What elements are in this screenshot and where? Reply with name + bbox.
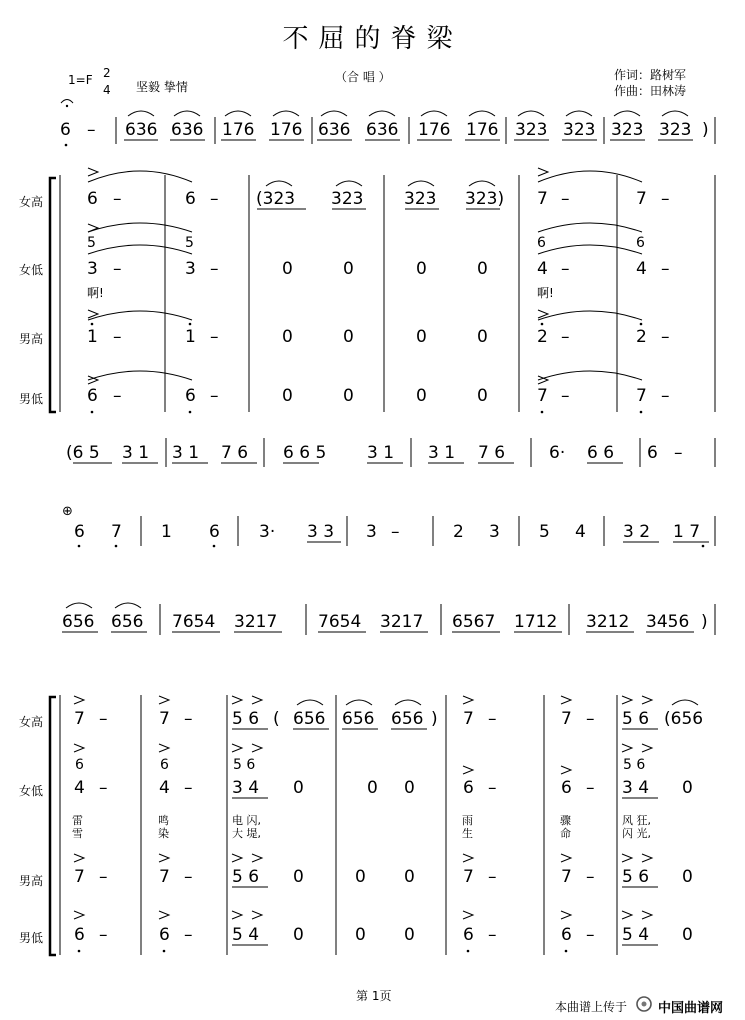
dash: – bbox=[113, 259, 122, 279]
key-signature: 1=F bbox=[68, 73, 93, 87]
dash: – bbox=[99, 867, 108, 887]
slur bbox=[88, 171, 192, 182]
part-label-alto: 女低 bbox=[19, 263, 44, 277]
lyric-exclaim: 啊! bbox=[87, 286, 104, 300]
note-group: 3217 bbox=[234, 612, 278, 632]
octave-dot bbox=[78, 545, 81, 548]
dash: – bbox=[488, 925, 497, 945]
accent bbox=[252, 911, 262, 919]
note: 4 bbox=[74, 778, 85, 798]
triplet-arc bbox=[672, 700, 698, 705]
rest: 0 bbox=[416, 386, 427, 406]
slur bbox=[88, 371, 192, 380]
accent bbox=[159, 696, 169, 704]
rest: 0 bbox=[404, 867, 415, 887]
rest: 0 bbox=[367, 778, 378, 798]
triplet-arc bbox=[336, 181, 362, 186]
rest: 0 bbox=[343, 259, 354, 279]
accent bbox=[463, 766, 473, 774]
accent bbox=[159, 911, 169, 919]
lyric: 闪 光, bbox=[622, 827, 651, 840]
dash: – bbox=[99, 778, 108, 798]
note: 7 bbox=[636, 189, 647, 209]
dash: – bbox=[488, 709, 497, 729]
octave-dot bbox=[467, 950, 470, 953]
accent bbox=[463, 911, 473, 919]
note-group: 176 bbox=[270, 120, 303, 140]
note: 2 bbox=[636, 327, 647, 347]
triplet-arc bbox=[566, 111, 592, 116]
note-group: 656 bbox=[391, 709, 424, 729]
lyric: 风 狂, bbox=[622, 814, 651, 827]
subtitle: （合 唱 ） bbox=[335, 70, 391, 84]
dash: – bbox=[113, 386, 122, 406]
note: 4 bbox=[537, 259, 548, 279]
part-label-tenor: 男高 bbox=[19, 332, 44, 346]
note-group: 636 bbox=[125, 120, 158, 140]
triplet-arc bbox=[266, 181, 292, 186]
triplet-arc bbox=[408, 181, 434, 186]
note-group: 6 6 bbox=[587, 443, 615, 463]
note-upper: 6 bbox=[537, 235, 546, 251]
accent bbox=[252, 696, 262, 704]
note: 1 bbox=[87, 327, 98, 347]
octave-dot bbox=[163, 950, 166, 953]
dash: – bbox=[184, 709, 193, 729]
expression-mark: 坚毅 挚情 bbox=[136, 80, 188, 94]
note-group: 6567 bbox=[452, 612, 496, 632]
note: 6 bbox=[87, 386, 98, 406]
triplet-arc bbox=[174, 111, 200, 116]
dash: – bbox=[184, 925, 193, 945]
triplet-arc bbox=[66, 603, 92, 608]
rest: 0 bbox=[416, 259, 427, 279]
note: 6 bbox=[561, 778, 572, 798]
lyric: 雪 bbox=[72, 827, 83, 840]
note: 5 bbox=[539, 522, 550, 542]
lyric: 雷 bbox=[72, 814, 83, 827]
note: 3· bbox=[259, 522, 276, 542]
accent bbox=[642, 744, 652, 752]
note-group: 323) bbox=[465, 189, 505, 209]
octave-dot bbox=[91, 411, 94, 414]
rest: 0 bbox=[293, 867, 304, 887]
note-group: 1 7 bbox=[673, 522, 701, 542]
note: 7 bbox=[159, 709, 170, 729]
triplet-arc bbox=[369, 111, 395, 116]
accent bbox=[232, 744, 242, 752]
dash: – bbox=[661, 386, 670, 406]
dash: – bbox=[391, 522, 400, 542]
rest: 0 bbox=[477, 259, 488, 279]
dash: – bbox=[586, 867, 595, 887]
accent bbox=[463, 854, 473, 862]
lyric: 生 bbox=[462, 827, 473, 840]
accent bbox=[74, 744, 84, 752]
repeat-close: ) bbox=[701, 612, 708, 632]
note-group: 7 6 bbox=[221, 443, 249, 463]
note-group: 3 3 bbox=[307, 522, 335, 542]
system-bracket bbox=[50, 178, 56, 412]
triplet-arc bbox=[128, 111, 154, 116]
part-label-alto: 女低 bbox=[19, 784, 44, 798]
note-group: 176 bbox=[222, 120, 255, 140]
dash: – bbox=[113, 189, 122, 209]
score-title: 不屈的脊梁 bbox=[282, 24, 463, 54]
note-group: 3 4 bbox=[622, 778, 650, 798]
dash: – bbox=[210, 386, 219, 406]
rest: 0 bbox=[682, 925, 693, 945]
part-label-tenor: 男高 bbox=[19, 874, 44, 888]
note: 3 bbox=[366, 522, 377, 542]
rest: 0 bbox=[682, 867, 693, 887]
triplet-arc bbox=[395, 700, 421, 705]
accent bbox=[538, 168, 548, 176]
note-group: 3 4 bbox=[232, 778, 260, 798]
lyric: 骤 bbox=[560, 814, 571, 827]
octave-dot bbox=[78, 950, 81, 953]
note: 6 bbox=[209, 522, 220, 542]
dash: – bbox=[488, 867, 497, 887]
rest: 0 bbox=[282, 259, 293, 279]
accent bbox=[232, 854, 242, 862]
note: 7 bbox=[463, 709, 474, 729]
lyric-exclaim: 啊! bbox=[537, 286, 554, 300]
triplet-arc bbox=[421, 111, 447, 116]
note: 6 bbox=[74, 925, 85, 945]
triplet-arc bbox=[662, 111, 688, 116]
note: 7 bbox=[537, 386, 548, 406]
rest: 0 bbox=[416, 327, 427, 347]
repeat-close: ) bbox=[702, 120, 709, 140]
slur bbox=[538, 223, 642, 232]
lyric: 大 堤, bbox=[232, 827, 261, 840]
accent bbox=[622, 911, 632, 919]
rest: 0 bbox=[404, 925, 415, 945]
accent bbox=[642, 911, 652, 919]
note-group: 323 bbox=[404, 189, 437, 209]
note-upper: 5 6 bbox=[623, 757, 646, 773]
note-upper: 5 bbox=[185, 235, 194, 251]
time-denominator: 4 bbox=[103, 83, 111, 97]
accent bbox=[622, 696, 632, 704]
octave-dot bbox=[115, 545, 118, 548]
note: 1 bbox=[185, 327, 196, 347]
slur bbox=[88, 245, 192, 254]
note-group: 636 bbox=[366, 120, 399, 140]
octave-dot bbox=[65, 144, 68, 147]
dash: – bbox=[99, 925, 108, 945]
note-group: 656 bbox=[342, 709, 375, 729]
note-group: 3 1 bbox=[428, 443, 456, 463]
accent bbox=[232, 911, 242, 919]
fermata bbox=[61, 100, 73, 104]
note-group: 3 1 bbox=[367, 443, 395, 463]
note-group: (323 bbox=[256, 189, 296, 209]
accent bbox=[252, 744, 262, 752]
accent bbox=[74, 911, 84, 919]
rest: 0 bbox=[293, 778, 304, 798]
accent bbox=[561, 854, 571, 862]
note-group: 6· bbox=[549, 443, 566, 463]
triplet-arc bbox=[321, 111, 347, 116]
lyricist-credit: 作词：路树军 bbox=[614, 68, 687, 82]
note-group: 3 1 bbox=[122, 443, 150, 463]
octave-dot bbox=[565, 950, 568, 953]
accent bbox=[159, 744, 169, 752]
part-label-bass: 男低 bbox=[19, 392, 44, 406]
dash: – bbox=[184, 867, 193, 887]
note-group: 5 6 bbox=[232, 867, 260, 887]
dash: – bbox=[674, 443, 683, 463]
paren: ) bbox=[431, 709, 438, 729]
note: 7 bbox=[74, 709, 85, 729]
accent bbox=[463, 696, 473, 704]
rest: 0 bbox=[477, 386, 488, 406]
note: 2 bbox=[537, 327, 548, 347]
note: 4 bbox=[636, 259, 647, 279]
note-group: 6 6 5 bbox=[283, 443, 327, 463]
accent bbox=[252, 854, 262, 862]
note: 6 bbox=[185, 386, 196, 406]
note-group: (656 bbox=[664, 709, 704, 729]
dash: – bbox=[661, 327, 670, 347]
note: 4 bbox=[159, 778, 170, 798]
octave-dot bbox=[640, 411, 643, 414]
dash: – bbox=[661, 259, 670, 279]
note-group: 1712 bbox=[514, 612, 558, 632]
rest: 0 bbox=[282, 386, 293, 406]
octave-dot bbox=[213, 545, 216, 548]
part-label-soprano: 女高 bbox=[19, 715, 44, 729]
note: 7 bbox=[561, 709, 572, 729]
note-group: 656 bbox=[111, 612, 144, 632]
slur bbox=[538, 245, 642, 254]
octave-dot bbox=[541, 411, 544, 414]
upload-note: 本曲谱上传于 bbox=[555, 1000, 628, 1014]
note-upper: 6 bbox=[160, 757, 169, 773]
note-group: (6 5 bbox=[66, 443, 100, 463]
dash: – bbox=[184, 778, 193, 798]
composer-credit: 作曲：田林涛 bbox=[614, 84, 687, 98]
note-group: 5 4 bbox=[622, 925, 650, 945]
rest: 0 bbox=[343, 327, 354, 347]
triplet-arc bbox=[273, 111, 299, 116]
note: 7 bbox=[561, 867, 572, 887]
dash: – bbox=[210, 259, 219, 279]
octave-dot bbox=[189, 411, 192, 414]
note: 6 bbox=[185, 189, 196, 209]
brand-name: 中国曲谱网 bbox=[658, 1001, 724, 1016]
note: 6 bbox=[463, 778, 474, 798]
rest: 0 bbox=[355, 867, 366, 887]
coda-icon: ⊕ bbox=[62, 504, 73, 519]
dash: – bbox=[586, 925, 595, 945]
slur bbox=[538, 171, 642, 182]
note-upper: 6 bbox=[75, 757, 84, 773]
lyric: 命 bbox=[560, 827, 571, 840]
note: 7 bbox=[159, 867, 170, 887]
note-group: 3 2 bbox=[623, 522, 651, 542]
accent bbox=[561, 911, 571, 919]
time-numerator: 2 bbox=[103, 66, 111, 80]
triplet-arc bbox=[346, 700, 372, 705]
note-group: 323 bbox=[659, 120, 692, 140]
rest: 0 bbox=[355, 925, 366, 945]
dash: – bbox=[586, 778, 595, 798]
note-group: 176 bbox=[466, 120, 499, 140]
system-bracket bbox=[50, 697, 56, 955]
accent bbox=[622, 744, 632, 752]
dash: – bbox=[99, 709, 108, 729]
octave-dot bbox=[702, 545, 705, 548]
dash: – bbox=[561, 189, 570, 209]
triplet-arc bbox=[297, 700, 323, 705]
triplet-arc bbox=[518, 111, 544, 116]
note-group: 7654 bbox=[318, 612, 362, 632]
note: 6 bbox=[463, 925, 474, 945]
accent bbox=[561, 696, 571, 704]
octave-dot bbox=[189, 323, 192, 326]
note: 6 bbox=[647, 443, 658, 463]
dash: – bbox=[87, 120, 96, 140]
paren: ( bbox=[273, 709, 280, 729]
note: 6 bbox=[74, 522, 85, 542]
slur bbox=[88, 223, 192, 232]
note: 3 bbox=[489, 522, 500, 542]
note-group: 5 6 bbox=[622, 867, 650, 887]
dash: – bbox=[113, 327, 122, 347]
note: 7 bbox=[636, 386, 647, 406]
dash: – bbox=[488, 778, 497, 798]
note-group: 323 bbox=[563, 120, 596, 140]
slur bbox=[538, 371, 642, 380]
note: 6 bbox=[159, 925, 170, 945]
triplet-arc bbox=[225, 111, 251, 116]
note-group: 3212 bbox=[586, 612, 630, 632]
accent bbox=[642, 854, 652, 862]
accent bbox=[232, 696, 242, 704]
rest: 0 bbox=[477, 327, 488, 347]
octave-dot bbox=[91, 323, 94, 326]
dash: – bbox=[210, 327, 219, 347]
rest: 0 bbox=[682, 778, 693, 798]
accent bbox=[88, 168, 98, 176]
note: 7 bbox=[537, 189, 548, 209]
accent bbox=[642, 696, 652, 704]
rest: 0 bbox=[404, 778, 415, 798]
note-group: 636 bbox=[171, 120, 204, 140]
note-group: 3456 bbox=[646, 612, 690, 632]
dash: – bbox=[210, 189, 219, 209]
dash: – bbox=[661, 189, 670, 209]
note-group: 3 1 bbox=[172, 443, 200, 463]
accent bbox=[561, 766, 571, 774]
note-group: 7 6 bbox=[478, 443, 506, 463]
note-group: 3217 bbox=[380, 612, 424, 632]
octave-dot bbox=[640, 323, 643, 326]
note-group: 323 bbox=[331, 189, 364, 209]
rest: 0 bbox=[293, 925, 304, 945]
note-upper: 5 bbox=[87, 235, 96, 251]
note-group: 176 bbox=[418, 120, 451, 140]
lyric: 鸣 bbox=[158, 814, 169, 827]
note-group: 5 6 bbox=[622, 709, 650, 729]
note: 6 bbox=[60, 120, 71, 140]
part-label-soprano: 女高 bbox=[19, 195, 44, 209]
lyric: 电 闪, bbox=[232, 814, 261, 827]
note: 2 bbox=[453, 522, 464, 542]
slur bbox=[538, 311, 642, 320]
note: 7 bbox=[74, 867, 85, 887]
triplet-arc bbox=[115, 603, 141, 608]
fermata-dot bbox=[66, 105, 68, 107]
lyric: 染 bbox=[158, 827, 169, 840]
rest: 0 bbox=[343, 386, 354, 406]
rest: 0 bbox=[282, 327, 293, 347]
accent bbox=[74, 696, 84, 704]
triplet-arc bbox=[614, 111, 640, 116]
slur bbox=[88, 311, 192, 320]
note: 3 bbox=[87, 259, 98, 279]
accent bbox=[159, 854, 169, 862]
note: 1 bbox=[161, 522, 172, 542]
note: 6 bbox=[87, 189, 98, 209]
note: 4 bbox=[575, 522, 586, 542]
note-group: 656 bbox=[62, 612, 95, 632]
note-group: 636 bbox=[318, 120, 351, 140]
note: 6 bbox=[561, 925, 572, 945]
triplet-arc bbox=[469, 181, 495, 186]
accent bbox=[622, 854, 632, 862]
accent bbox=[74, 854, 84, 862]
part-label-bass: 男低 bbox=[19, 931, 44, 945]
dash: – bbox=[586, 709, 595, 729]
dash: – bbox=[561, 327, 570, 347]
page-number: 第 1页 bbox=[356, 989, 392, 1003]
note-group: 5 4 bbox=[232, 925, 260, 945]
note-group: 656 bbox=[293, 709, 326, 729]
note: 7 bbox=[463, 867, 474, 887]
note-upper: 6 bbox=[636, 235, 645, 251]
note: 7 bbox=[111, 522, 122, 542]
octave-dot bbox=[541, 323, 544, 326]
note: 3 bbox=[185, 259, 196, 279]
note-group: 7654 bbox=[172, 612, 216, 632]
triplet-arc bbox=[469, 111, 495, 116]
note-group: 323 bbox=[515, 120, 548, 140]
note-group: 5 6 bbox=[232, 709, 260, 729]
note-group: 323 bbox=[611, 120, 644, 140]
lyric: 雨 bbox=[462, 814, 473, 827]
dash: – bbox=[561, 386, 570, 406]
note-upper: 5 6 bbox=[233, 757, 256, 773]
dash: – bbox=[561, 259, 570, 279]
